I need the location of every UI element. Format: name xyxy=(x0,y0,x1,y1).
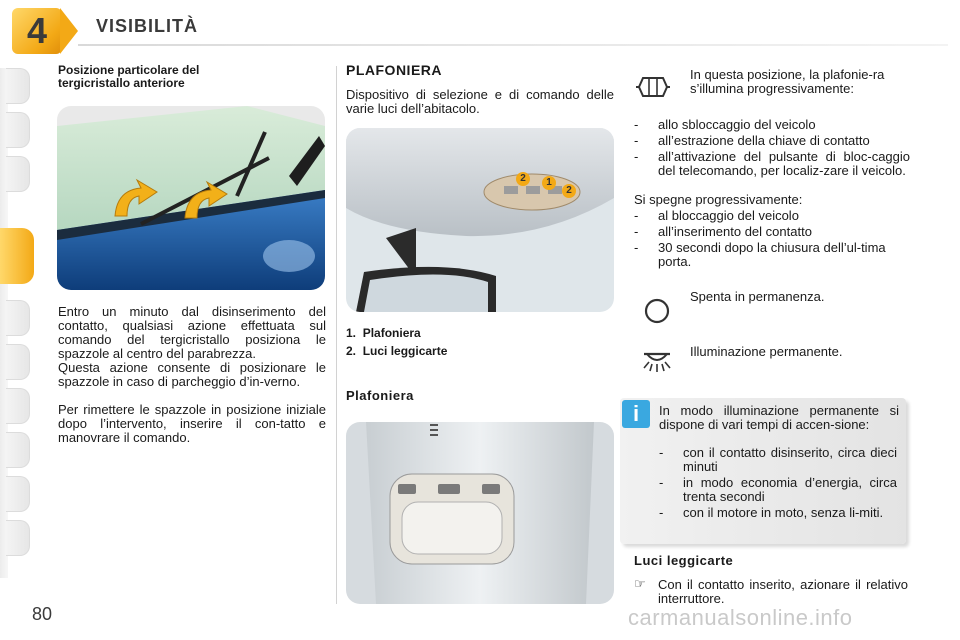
legend-num-2: 2. xyxy=(346,344,357,358)
off-heading: Si spegne progressivamente: xyxy=(634,192,803,207)
wiper-paragraph-1: Entro un minuto dal disinserimento del contatto, qualsiasi azione effettuata sul comando del tergicristallo posiziona le spazzole al centro del parabrezza. xyxy=(58,304,326,361)
plafoniera-intro: Dispositivo di selezione e di comando delle varie luci dell’abitacolo. xyxy=(346,87,614,116)
on-item-3-text: all’attivazione del pulsante di bloc-caggio del telecomando, per localiz-zare il veicolo. xyxy=(658,149,910,178)
info-item-1-text: con il contatto disinserito, circa dieci minuti xyxy=(683,445,897,474)
door-mode-icon xyxy=(636,74,670,100)
chapter-tab-3[interactable] xyxy=(6,156,30,192)
header-rule xyxy=(78,44,948,46)
wiper-paragraph-3: Per rimettere le spazzole in posizione iniziale dopo l’intervento, inserire il con-tatto e manovrare il comando. xyxy=(58,402,326,445)
chapter-tab-6[interactable] xyxy=(6,344,30,380)
callout-1: 1 xyxy=(542,176,556,190)
plafoniera-heading: PLAFONIERA xyxy=(346,62,442,78)
site-watermark: carmanualsonline.info xyxy=(628,605,853,630)
chapter-number: 4 xyxy=(26,10,48,51)
chapter-tab-9[interactable] xyxy=(6,476,30,512)
legend-num-1: 1. xyxy=(346,326,357,340)
lamp-on-icon xyxy=(640,348,674,374)
off-item-1-text: al bloccaggio del veicolo xyxy=(658,208,799,223)
dome-light-photo xyxy=(346,422,614,604)
chapter-tab-2[interactable] xyxy=(6,112,30,148)
chapter-tab-1[interactable] xyxy=(6,68,30,104)
wiper-section-heading: Posizione particolare del tergicristallo anteriore xyxy=(58,63,200,90)
chapter-tab-5[interactable] xyxy=(6,300,30,336)
off-mode-text: Spenta in permanenza. xyxy=(690,289,825,304)
on-mode-text: Illuminazione permanente. xyxy=(690,344,843,359)
off-item-3-text: 30 secondi dopo la chiusura dell’ul-tima porta. xyxy=(658,240,886,269)
pointing-hand-icon: ☞ xyxy=(634,577,646,592)
chapter-tab-7[interactable] xyxy=(6,388,30,424)
callout-2-right: 2 xyxy=(562,184,576,198)
reading-lights-heading: Luci leggicarte xyxy=(634,553,734,568)
plafoniera-subheading: Plafoniera xyxy=(346,388,414,403)
legend-label-1: Plafoniera xyxy=(362,326,421,340)
chapter-badge xyxy=(12,8,62,54)
info-item-3-text: con il motore in moto, senza li-miti. xyxy=(683,505,884,520)
info-icon: i xyxy=(622,400,650,428)
wiper-paragraph-2: Questa azione consente di posizionare le spazzole in caso di parcheggio d’in-verno. xyxy=(58,360,326,389)
chapter-tab-8[interactable] xyxy=(6,432,30,468)
callout-2-left: 2 xyxy=(516,172,530,186)
ceiling-console-illustration xyxy=(346,128,614,312)
info-item-2-text: in modo economia d’energia, circa trenta secondi xyxy=(683,475,897,504)
dome-light-illustration xyxy=(346,422,614,604)
off-item-2-text: all’inserimento del contatto xyxy=(658,224,812,239)
legend-label-2: Luci leggicarte xyxy=(362,344,448,358)
chapter-tab-4-active[interactable] xyxy=(0,228,34,284)
ceiling-console-photo xyxy=(346,128,614,312)
chapter-tabs xyxy=(0,68,34,578)
wiper-illustration xyxy=(57,106,325,290)
windscreen-wiper-photo xyxy=(57,106,325,290)
circle-off-icon xyxy=(644,298,670,324)
chapter-badge-arrow xyxy=(60,8,78,54)
on-item-2-text: all’estrazione della chiave di contatto xyxy=(658,133,870,148)
door-mode-text: In questa posizione, la plafonie-ra s’illumina progressivamente: xyxy=(690,67,885,96)
legend-item-1 xyxy=(346,326,421,340)
legend-item-2 xyxy=(346,344,447,358)
column-divider xyxy=(336,66,337,604)
page-number: 80 xyxy=(32,604,53,624)
reading-lights-text: Con il contatto inserito, azionare il relativo interruttore. xyxy=(658,577,908,606)
on-item-1-text: allo sbloccaggio del veicolo xyxy=(658,117,816,132)
info-intro: In modo illuminazione permanente si dispone di vari tempi di accen-sione: xyxy=(659,403,899,432)
chapter-tab-10[interactable] xyxy=(6,520,30,556)
page-title: VISIBILITÀ xyxy=(96,16,199,36)
